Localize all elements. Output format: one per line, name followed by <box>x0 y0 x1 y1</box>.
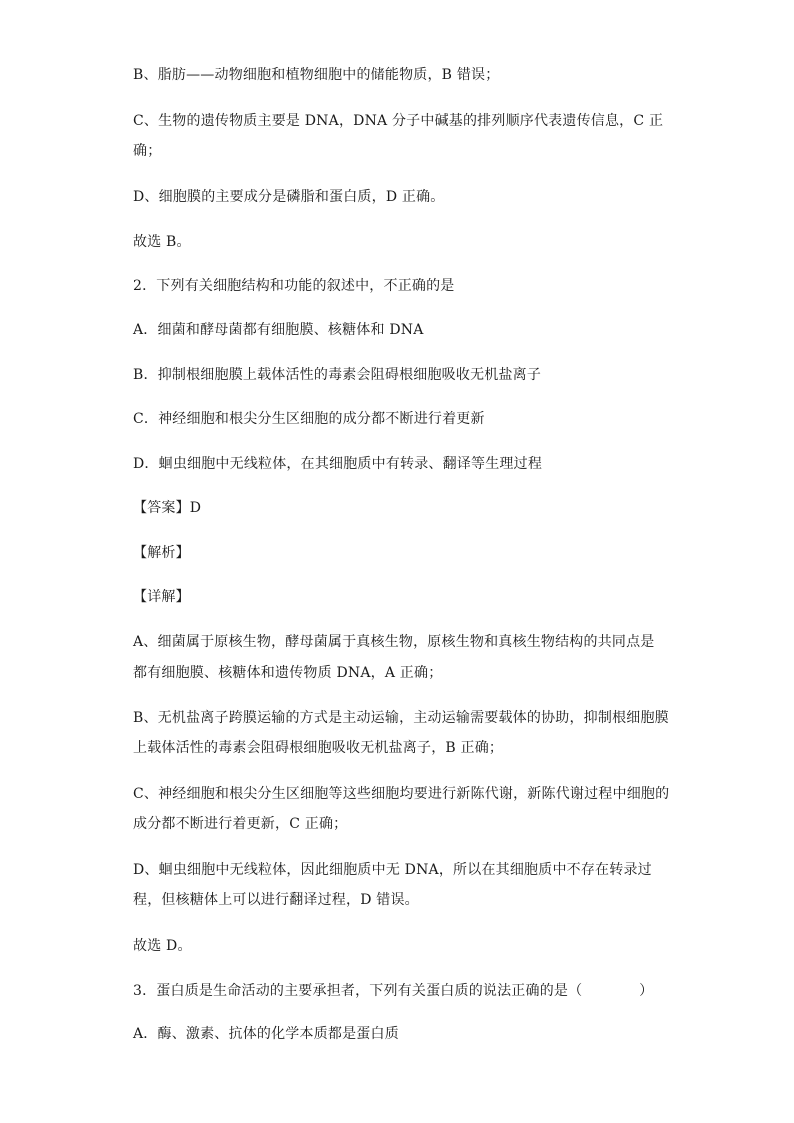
option-b: B．抑制根细胞膜上载体活性的毒素会阻碍根细胞吸收无机盐离子 <box>133 367 542 383</box>
option-d: D．蛔虫细胞中无线粒体，在其细胞质中有转录、翻译等生理过程 <box>133 456 543 472</box>
text-line: 成分都不断进行着更新，C 正确； <box>133 816 348 832</box>
option-c: C．神经细胞和根尖分生区细胞的成分都不断进行着更新 <box>133 411 485 427</box>
option-a: A．细菌和酵母菌都有细胞膜、核糖体和 DNA <box>133 322 424 338</box>
text-line: D、蛔虫细胞中无线粒体，因此细胞质中无 DNA，所以在其细胞质中不存在转录过 <box>133 862 652 878</box>
analysis-label: 【解析】 <box>133 545 190 561</box>
text-line: D、细胞膜的主要成分是磷脂和蛋白质，D 正确。 <box>133 189 445 205</box>
text-line: A、细菌属于原核生物，酵母菌属于真核生物，原核生物和真核生物结构的共同点是 <box>133 634 655 650</box>
text-line: 故选 D。 <box>133 938 192 954</box>
answer-label: 【答案】D <box>133 500 202 516</box>
question-stem: 2．下列有关细胞结构和功能的叙述中，不正确的是 <box>133 278 455 294</box>
question-stem: 3．蛋白质是生命活动的主要承担者，下列有关蛋白质的说法正确的是（ ） <box>133 983 654 999</box>
text-line: 都有细胞膜、核糖体和遗传物质 DNA，A 正确； <box>133 665 443 681</box>
option-a: A．酶、激素、抗体的化学本质都是蛋白质 <box>133 1026 399 1042</box>
text-line: 上载体活性的毒素会阻碍根细胞吸收无机盐离子，B 正确； <box>133 740 504 756</box>
text-line: 确； <box>133 143 162 159</box>
text-line: 故选 B。 <box>133 234 191 250</box>
detail-label: 【详解】 <box>133 589 190 605</box>
text-line: C、神经细胞和根尖分生区细胞等这些细胞均要进行新陈代谢，新陈代谢过程中细胞的 <box>133 786 670 802</box>
text-line: B、脂肪——动物细胞和植物细胞中的储能物质，B 错误； <box>133 67 500 83</box>
text-line: 程，但核糖体上可以进行翻译过程，D 错误。 <box>133 892 419 908</box>
text-line: B、无机盐离子跨膜运输的方式是主动运输，主动运输需要载体的协助，抑制根细胞膜 <box>133 710 669 726</box>
text-line: C、生物的遗传物质主要是 DNA，DNA 分子中碱基的排列顺序代表遗传信息，C 正 <box>133 113 664 129</box>
